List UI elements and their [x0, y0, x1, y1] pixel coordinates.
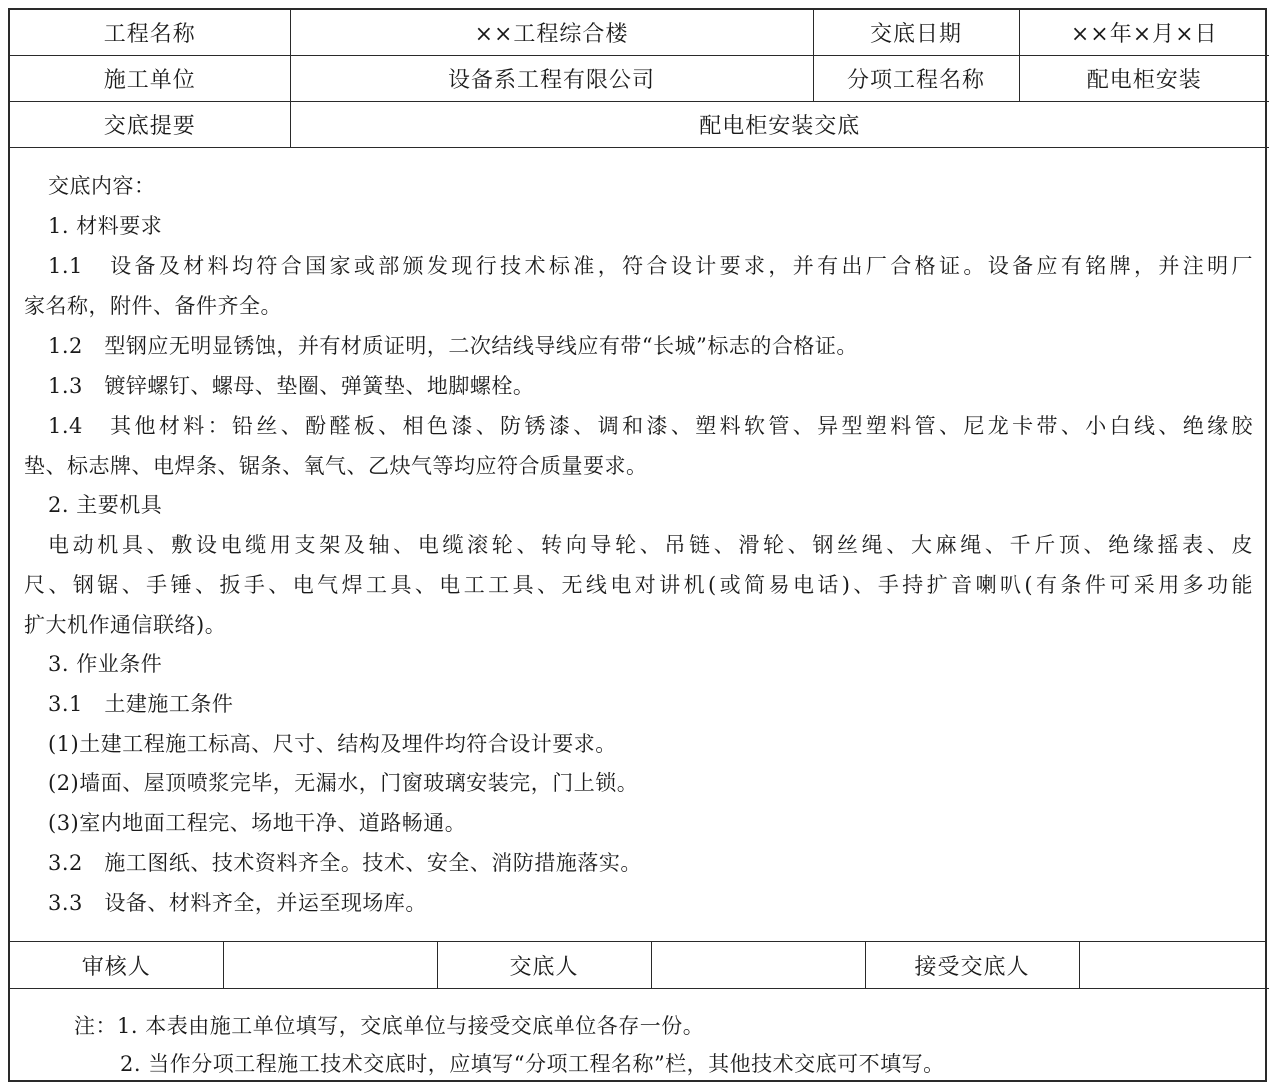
content-line: 3.2 施工图纸、技术资料齐全。技术、安全、消防措施落实。 — [48, 851, 642, 875]
unit-value: 设备系工程有限公司 — [290, 56, 813, 102]
content-line: 扩大机作通信联络)。 — [24, 613, 227, 637]
date-value: ××年×月×日 — [1019, 10, 1269, 56]
subitem-value: 配电柜安装 — [1019, 56, 1269, 102]
content-line: 2. 主要机具 — [48, 493, 163, 517]
note-2: 2. 当作分项工程施工技术交底时，应填写“分项工程名称”栏，其他技术交底可不填写。 — [120, 1052, 945, 1076]
signature-row — [10, 942, 1269, 989]
header-row-2 — [10, 56, 1269, 102]
content-line: 1.2 型钢应无明显锈蚀，并有材质证明，二次结线导线应有带“长城”标志的合格证。 — [48, 334, 858, 358]
receiver-label: 接受交底人 — [865, 942, 1079, 989]
content-line: 3. 作业条件 — [48, 652, 163, 676]
discloser-label: 交底人 — [437, 942, 651, 989]
content-line: 家名称，附件、备件齐全。 — [24, 294, 282, 318]
discloser-signature-field[interactable] — [651, 942, 865, 989]
content-line: (1)土建工程施工标高、尺寸、结构及埋件均符合设计要求。 — [48, 732, 617, 756]
summary-value: 配电柜安装交底 — [290, 102, 1269, 148]
project-name-label: 工程名称 — [10, 10, 290, 56]
content-line: 1.3 镀锌螺钉、螺母、垫圈、弹簧垫、地脚螺栓。 — [48, 374, 535, 398]
content-line: 电动机具、敷设电缆用支架及轴、电缆滚轮、转向导轮、吊链、滑轮、钢丝绳、大麻绳、千斤顶、绝缘摇表、皮 — [48, 533, 1253, 557]
content-line: (3)室内地面工程完、场地干净、道路畅通。 — [48, 811, 467, 835]
reviewer-signature-field[interactable] — [223, 942, 437, 989]
header-row-3 — [10, 102, 1269, 148]
header-table — [10, 10, 1269, 148]
unit-label: 施工单位 — [10, 56, 290, 102]
project-name-value: ××工程综合楼 — [290, 10, 813, 56]
subitem-label: 分项工程名称 — [813, 56, 1019, 102]
notes-section — [10, 990, 1265, 1082]
content-line: 1.4 其他材料：铅丝、酚醛板、相色漆、防锈漆、调和漆、塑料软管、异型塑料管、尼龙卡带、小白线、绝缘胶 — [48, 414, 1253, 438]
reviewer-label: 审核人 — [10, 942, 223, 989]
receiver-signature-field[interactable] — [1079, 942, 1269, 989]
date-label: 交底日期 — [813, 10, 1019, 56]
content-line: 3.1 土建施工条件 — [48, 692, 234, 716]
content-line: 1. 材料要求 — [48, 214, 163, 238]
header-row-1 — [10, 10, 1269, 56]
content-line: 3.3 设备、材料齐全，并运至现场库。 — [48, 891, 427, 915]
content-line: (2)墙面、屋顶喷浆完毕，无漏水，门窗玻璃安装完，门上锁。 — [48, 771, 639, 795]
content-line: 尺、钢锯、手锤、扳手、电气焊工具、电工工具、无线电对讲机(或简易电话)、手持扩音喇叭(有条件可采用多功能 — [24, 573, 1253, 597]
disclosure-content — [10, 152, 1265, 942]
disclosure-form — [8, 8, 1267, 1082]
content-line: 垫、标志牌、电焊条、锯条、氧气、乙炔气等均应符合质量要求。 — [24, 454, 648, 478]
summary-label: 交底提要 — [10, 102, 290, 148]
signature-table — [10, 942, 1269, 989]
content-line: 交底内容： — [48, 174, 156, 198]
note-1: 注：1. 本表由施工单位填写，交底单位与接受交底单位各存一份。 — [74, 1014, 705, 1038]
content-line: 1.1 设备及材料均符合国家或部颁发现行技术标准，符合设计要求，并有出厂合格证。设备应有铭牌，并注明厂 — [48, 254, 1253, 278]
